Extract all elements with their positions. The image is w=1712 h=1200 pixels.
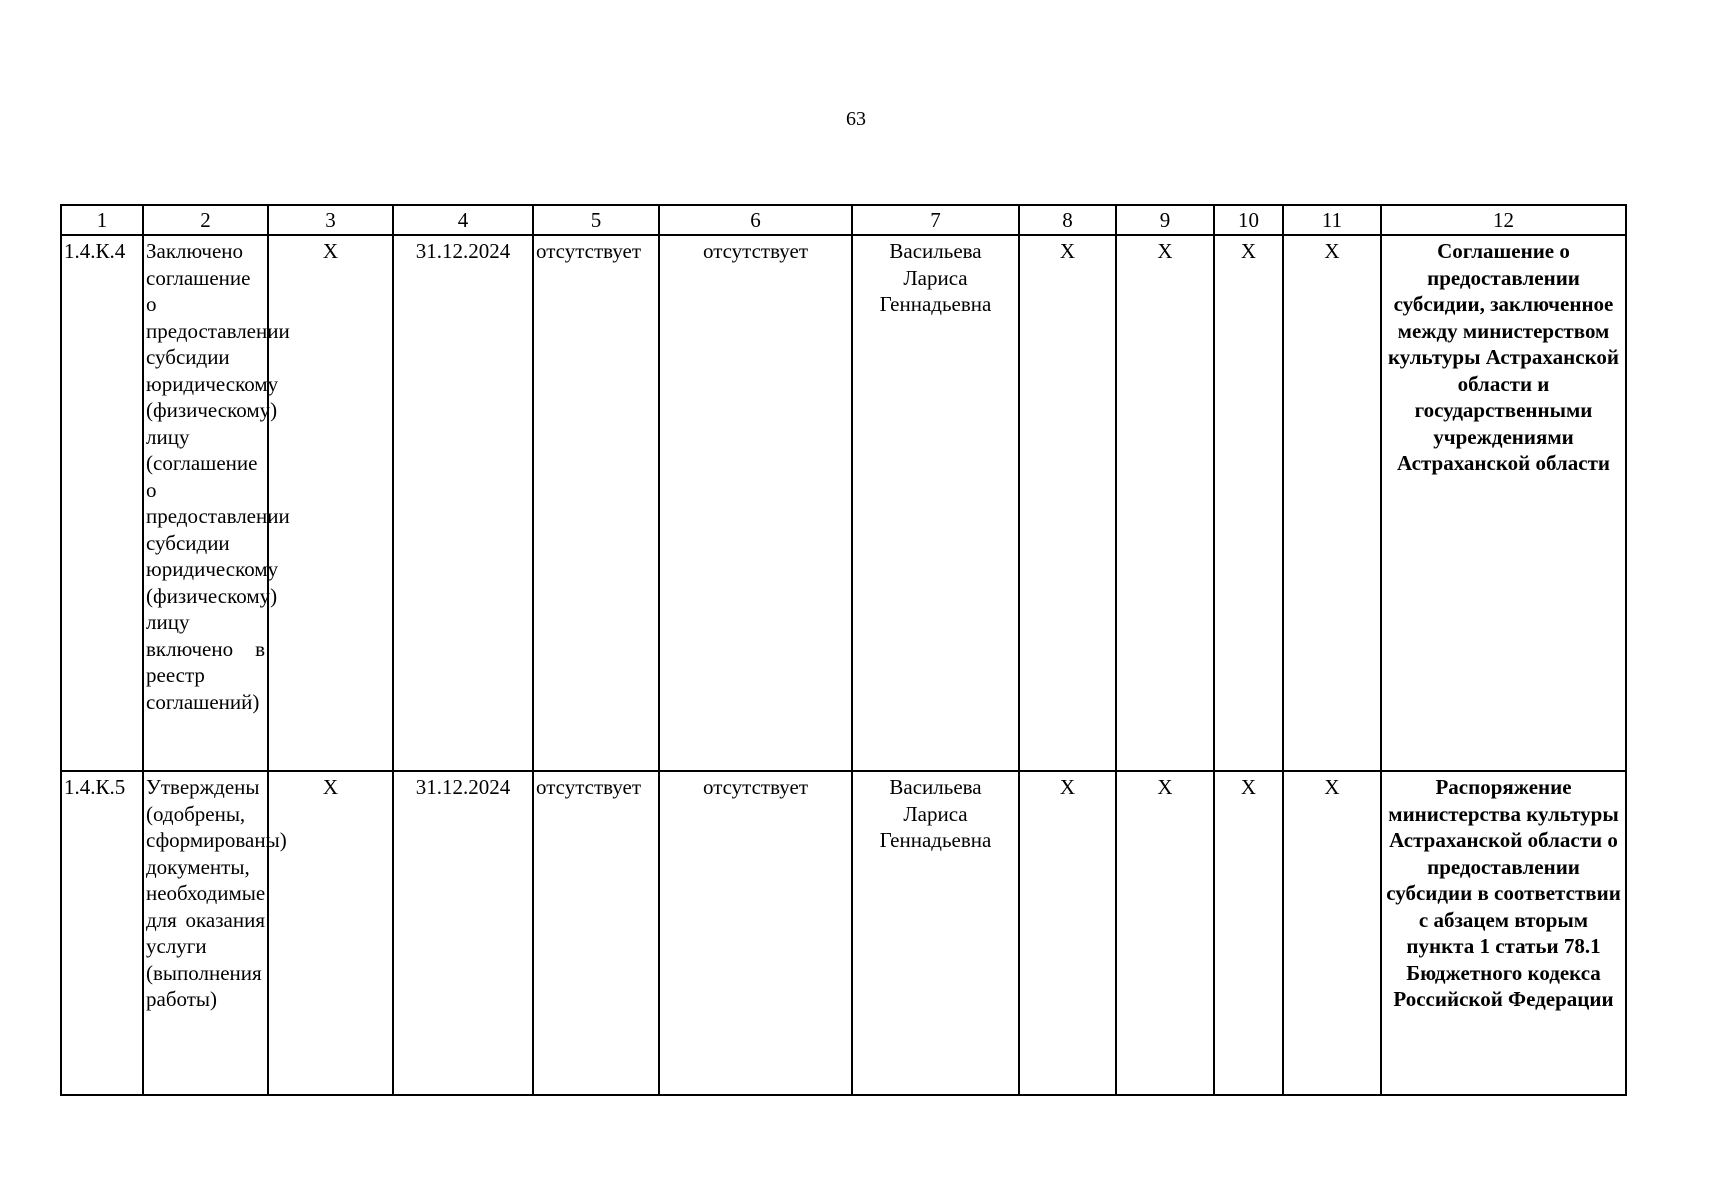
row-responsible: Васильева Лариса Геннадьевна (852, 771, 1019, 1095)
column-header-1: 1 (61, 205, 143, 235)
row-document: Соглашение о предоставлении субсидии, заключенное между министерством культуры Астраханской области и государственными учреждениями Астраханской области (1381, 235, 1626, 771)
column-header-2: 2 (143, 205, 268, 235)
row-cell-8: X (1019, 771, 1116, 1095)
row-document: Распоряжение министерства культуры Астраханской области о предоставлении субсидии в соответствии с абзацем вторым пункта 1 статьи 78.1 Бюджетного кодекса Российской Федерации (1381, 771, 1626, 1095)
row-cell-6: отсутствует (659, 235, 852, 771)
row-description: Утверждены (одобрены, сформированы) документы, необходимые для оказания услуги (выполнения работы) (143, 771, 268, 1095)
row-date: 31.12.2024 (393, 771, 533, 1095)
column-header-12: 12 (1381, 205, 1626, 235)
row-cell-5: отсутствует (533, 771, 659, 1095)
column-header-7: 7 (852, 205, 1019, 235)
column-header-6: 6 (659, 205, 852, 235)
row-cell-6: отсутствует (659, 771, 852, 1095)
row-cell-8: X (1019, 235, 1116, 771)
column-header-9: 9 (1116, 205, 1214, 235)
column-header-11: 11 (1283, 205, 1381, 235)
row-cell-10: X (1214, 771, 1283, 1095)
row-code: 1.4.К.5 (61, 771, 143, 1095)
row-responsible: Васильева Лариса Геннадьевна (852, 235, 1019, 771)
row-date: 31.12.2024 (393, 235, 533, 771)
row-cell-11: X (1283, 235, 1381, 771)
row-cell-11: X (1283, 771, 1381, 1095)
row-description: Заключено соглашение о предоставлении субсидии юридическому (физическому) лицу (соглашение о предоставлении субсидии юридическому (физическому) лицу включено в реестр соглашений) (143, 235, 268, 771)
row-cell-9: X (1116, 235, 1214, 771)
column-header-10: 10 (1214, 205, 1283, 235)
row-cell-3: X (268, 235, 393, 771)
header-row (61, 205, 1626, 235)
page-number: 63 (846, 108, 866, 130)
column-header-5: 5 (533, 205, 659, 235)
row-cell-9: X (1116, 771, 1214, 1095)
column-header-4: 4 (393, 205, 533, 235)
row-cell-3: X (268, 771, 393, 1095)
table-row (61, 235, 1626, 771)
row-cell-10: X (1214, 235, 1283, 771)
column-header-8: 8 (1019, 205, 1116, 235)
plan-table (60, 204, 1627, 1096)
row-cell-5: отсутствует (533, 235, 659, 771)
row-code: 1.4.К.4 (61, 235, 143, 771)
table-row (61, 771, 1626, 1095)
column-header-3: 3 (268, 205, 393, 235)
